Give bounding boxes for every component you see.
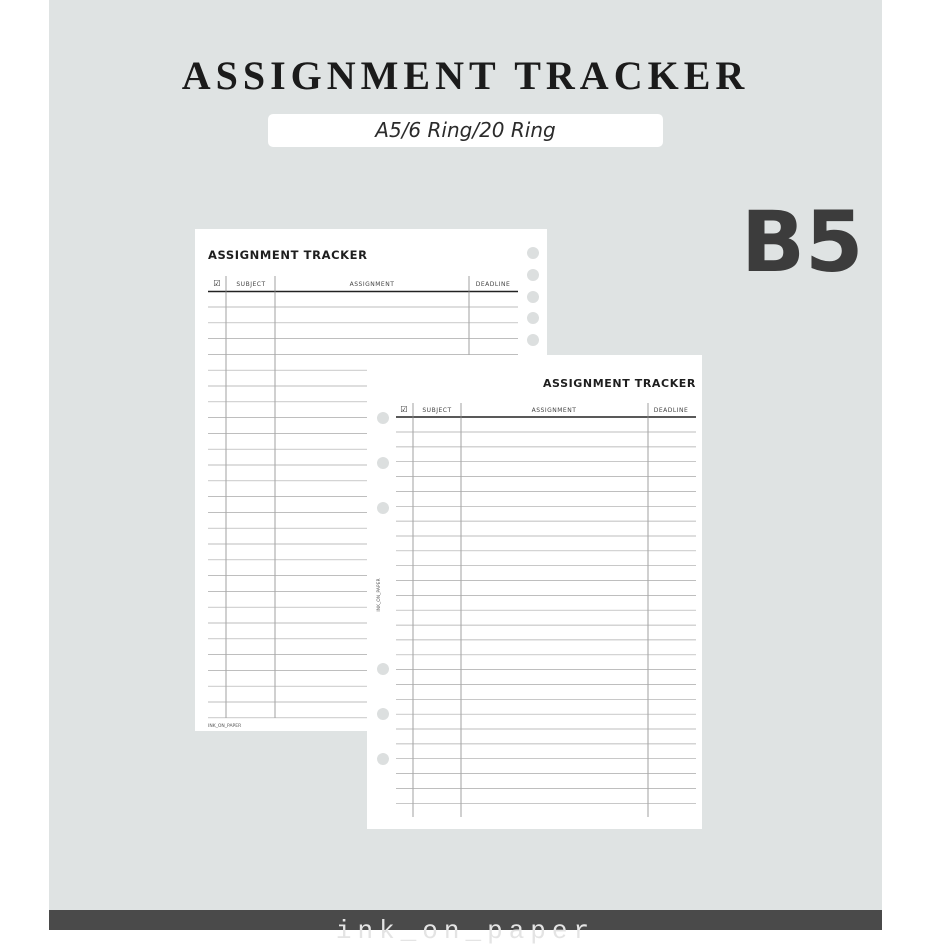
- front-sheet-title: ASSIGNMENT TRACKER: [542, 377, 696, 390]
- back-assignment-header: ASSIGNMENT: [349, 281, 395, 288]
- ring-hole: [377, 502, 389, 514]
- ring-hole: [377, 412, 389, 424]
- front-assignment-header: ASSIGNMENT: [531, 407, 577, 414]
- ring-hole: [527, 291, 539, 303]
- front-subject-header: SUBJECT: [422, 407, 452, 414]
- ring-hole: [527, 312, 539, 324]
- footer-brand-text: ink_on_paper: [335, 916, 596, 946]
- front-deadline-header: DEADLINE: [653, 407, 689, 414]
- front-brand-mark: INK_ON_PAPER: [377, 578, 382, 612]
- footer-bar: [49, 910, 882, 946]
- front-sheet-paper: [367, 355, 702, 829]
- back-deadline-header: DEADLINE: [475, 281, 511, 288]
- ring-hole: [377, 708, 389, 720]
- ring-hole: [377, 753, 389, 765]
- back-subject-header: SUBJECT: [236, 281, 266, 288]
- back-check-header: ☑: [213, 279, 221, 288]
- front-sheet: [367, 355, 702, 829]
- paper-size-label: B5: [741, 193, 864, 291]
- back-brand-mark: INK_ON_PAPER: [208, 724, 242, 729]
- ring-hole: [527, 334, 539, 346]
- ring-hole: [527, 269, 539, 281]
- product-title: ASSIGNMENT TRACKER: [181, 53, 750, 98]
- ring-hole: [377, 457, 389, 469]
- ring-hole: [377, 663, 389, 675]
- back-sheet-title: ASSIGNMENT TRACKER: [208, 248, 368, 262]
- ring-hole: [527, 247, 539, 259]
- ring-size-pill: A5/6 Ring/20 Ring: [268, 114, 663, 147]
- front-check-header: ☑: [400, 405, 408, 414]
